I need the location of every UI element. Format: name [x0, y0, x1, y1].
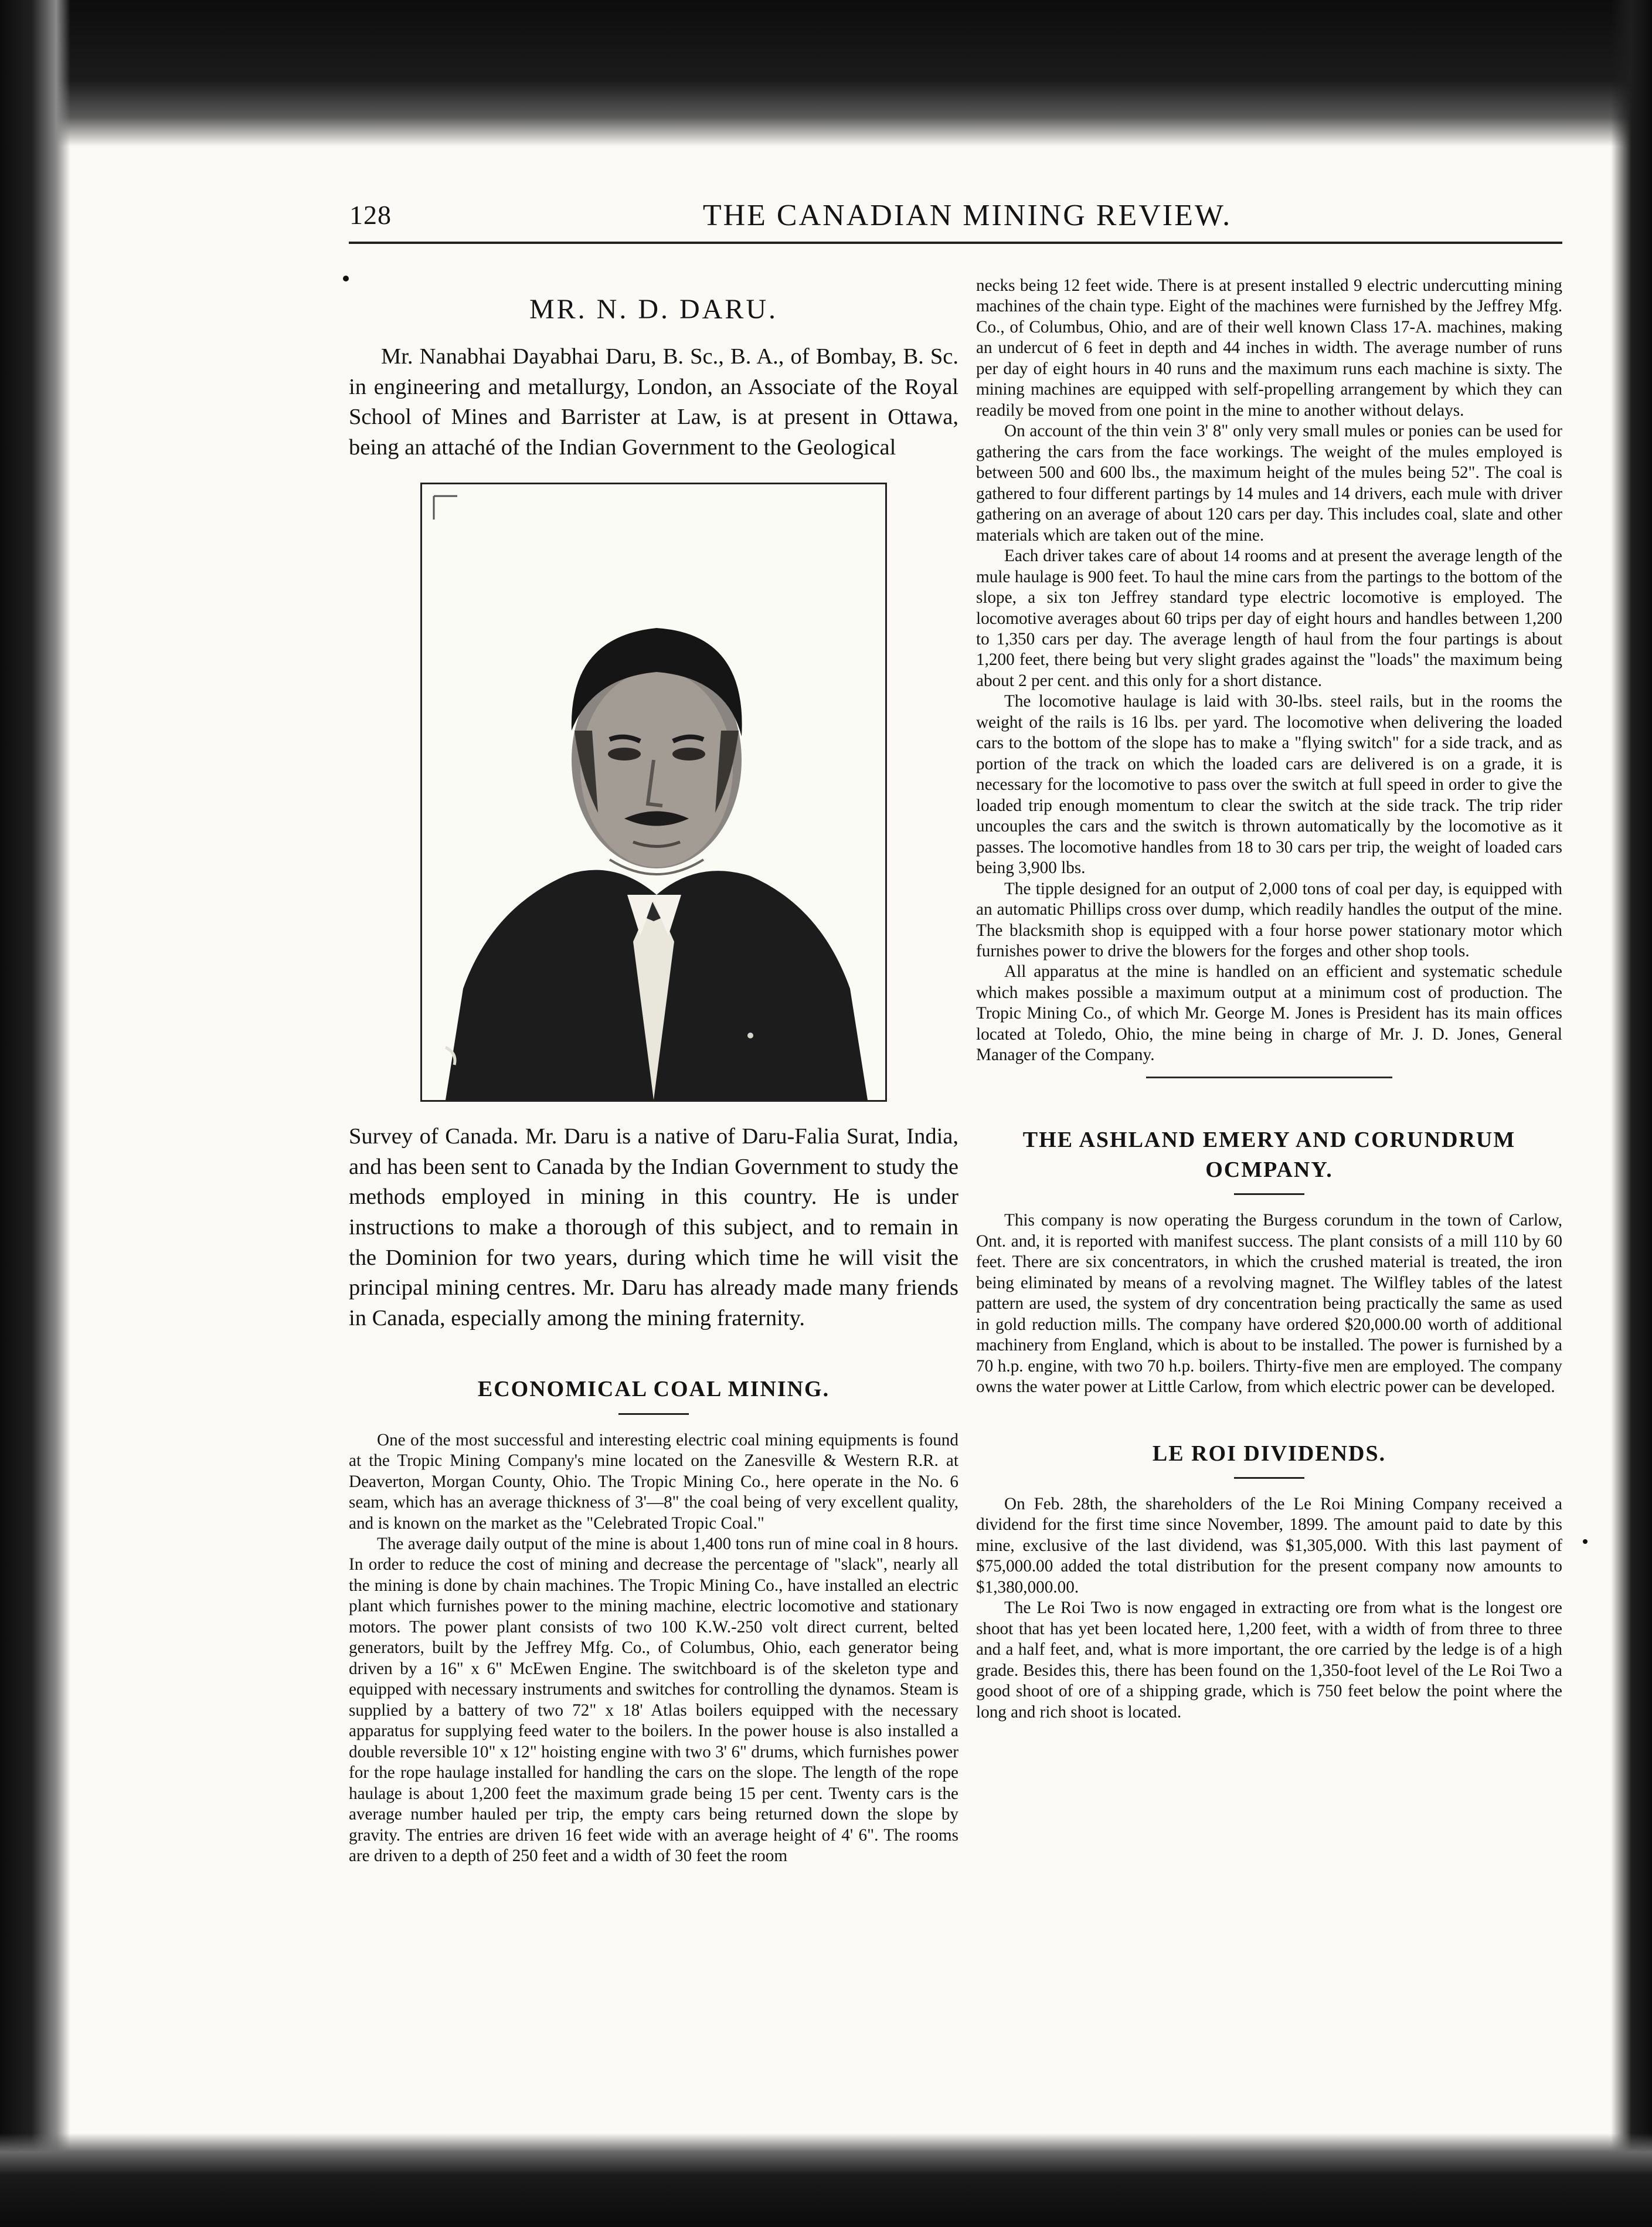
le-roi-paragraph: On Feb. 28th, the shareholders of the Le Roi Mining Company received a dividend for the first time since November, 1899. The amount paid to date by this mine, exclusive of the last dividend, was $1,305,000. With this last payment of $75,000.00 added the total distribution for the present company now amounts to $1,380,000.00.	[976, 1494, 1562, 1597]
ashland-title-line: OCMPANY.	[1205, 1157, 1333, 1183]
journal-title: THE CANADIAN MINING REVIEW.	[702, 199, 1232, 232]
scan-border-right	[1611, 0, 1652, 2227]
bio-paragraph: Mr. Nanabhai Dayabhai Daru, B. Sc., B. A., of Bombay, B. Sc. in engineering and metallurgy, London, an Associate of the Royal School of Mines and Barrister at Law, is at present in Ottawa, being an attaché of the Indian Government to the Geological	[349, 344, 958, 460]
bio-title: MR. N. D. DARU.	[529, 294, 779, 325]
right-column	[976, 276, 1562, 1723]
portrait-illustration	[422, 484, 885, 1100]
scan-border-top	[0, 0, 1652, 147]
le-roi-article	[976, 1439, 1562, 1723]
le-roi-title: LE ROI DIVIDENDS.	[1152, 1441, 1386, 1466]
section-divider	[1146, 1077, 1392, 1078]
page-number: 128	[349, 200, 392, 230]
coal-paragraph: On account of the thin vein 3' 8" only very small mules or ponies can be used for gathering the cars from the face workings. The weight of the mules employed is between 500 and 600 lbs., the maximum height of the mules being 52". The coal is gathered to four different partings by 14 mules and 14 drivers, each mule with driver gathering on an average of about 120 cars per day. This includes coal, slate and other materials which are taken out of the mine.	[976, 422, 1562, 545]
scan-border-left	[0, 0, 70, 2227]
portrait-photo	[420, 483, 887, 1102]
title-rule	[618, 1413, 689, 1415]
ink-speck	[1583, 1539, 1588, 1544]
ink-speck	[343, 276, 349, 281]
ashland-title-line: THE ASHLAND EMERY AND CORUNDRUM	[1022, 1127, 1516, 1152]
coal-paragraph: One of the most successful and interesting electric coal mining equipments is found at the Tropic Mining Company's mine located on the Zanesville & Western R.R. at Deaverton, Morgan County, Ohio. The Tropic Mining Co., here operate in the No. 6 seam, which has an average thickness of 3'—8" the coal being of very excellent quality, and is known on the market as the "Celebrated Tropic Coal."	[349, 1430, 958, 1533]
title-rule	[1234, 1477, 1304, 1479]
coal-mining-article	[349, 1374, 958, 1866]
coal-paragraph: The locomotive haulage is laid with 30-lbs. steel rails, but in the rooms the weight of the rails is 16 lbs. per yard. The locomotive when delivering the loaded cars to the bottom of the slope has to make a "flying switch" for a side track, and as portion of the track on which the loaded cars are delivered is on a grade, it is necessary for the locomotive to pass over the switch at full speed in order to give the loaded trip enough momentum to clear the switch at the side track. The trip rider uncouples the cars and the switch is thrown automatically by the locomotive as it passes. The locomotive handles from 18 to 30 cars per trip, the weight of loaded cars being 3,900 lbs.	[976, 692, 1562, 878]
scan-border-bottom	[0, 2133, 1652, 2227]
bio-paragraph: Survey of Canada. Mr. Daru is a native of Daru-Falia Surat, India, and has been sent to Canada by the Indian Government to study the methods employed in mining in this country. He is under instructions to make a thorough of this subject, and to remain in the Dominion for two years, during which time he will visit the principal mining centres. Mr. Daru has already made many friends in Canada, especially among the mining fraternity.	[349, 1124, 958, 1330]
coal-paragraph: The average daily output of the mine is about 1,400 tons run of mine coal in 8 hours. In order to reduce the cost of mining and decrease the percentage of "slack", nearly all the mining is done by chain machines. The Tropic Mining Co., have installed an electric plant which furnishes power to the mining machine, electric locomotive and stationary motors. The power plant consists of two 100 K.W.-250 volt direct current, belted generators, built by the Jeffrey Mfg. Co., of Columbus, Ohio, each generator being driven by a 16" x 6" McEwen Engine. The switchboard is of the skeleton type and equipped with necessary instruments and switches for controlling the dynamos. Steam is supplied by a battery of two 72" x 18' Atlas boilers equipped with the necessary apparatus for supplying feed water to the boilers. In the power house is also installed a double reversible 10" x 12" hoisting engine with two 3' 6" drums, which furnishes power for the rope haulage installed for handling the cars on the slope. The length of the rope haulage is about 1,200 feet the maximum grade being 15 per cent. Twenty cars is the average number hauled per trip, the empty cars being returned down the slope by gravity. The entries are driven 16 feet wide with an average height of 4' 6". The rooms are driven to a depth of 250 feet and a width of 30 feet the room	[349, 1535, 958, 1866]
coal-paragraph: All apparatus at the mine is handled on an efficient and systematic schedule which makes possible a maximum output at a minimum cost of production. The Tropic Mining Co., of which Mr. George M. Jones is President has its main offices located at Toledo, Ohio, the mine being in charge of Mr. J. D. Jones, General Manager of the Company.	[976, 962, 1562, 1065]
coal-mining-continued	[976, 276, 1562, 1078]
coal-paragraph: necks being 12 feet wide. There is at present installed 9 electric undercutting mining machines of the chain type. Eight of the machines were furnished by the Jeffrey Mfg. Co., of Columbus, Ohio, and are of their well known Class 17-A. machines, making an undercut of 6 feet in depth and 44 inches in width. The average number of runs per day of eight hours in 40 runs and the maximum runs each machine is sixty. The mining machines are equipped with self-propelling arrangement by which they can readily be moved from one point in the mine to another without delays.	[976, 276, 1562, 420]
le-roi-paragraph: The Le Roi Two is now engaged in extracting ore from what is the longest ore shoot that has yet been located here, 1,200 feet, with a width of from three to three and a half feet, and, what is more important, the ore carried by the ledge is of a high grade. Besides this, there has been found on the 1,350-foot level of the Le Roi Two a good shoot of ore of a shipping grade, which is 750 feet below the point where the long and rich shoot is located.	[976, 1598, 1562, 1722]
bio-article	[349, 293, 958, 1333]
coal-paragraph: The tipple designed for an output of 2,000 tons of coal per day, is equipped with an automatic Phillips cross over dump, which readily handles the output of the mine. The blacksmith shop is equipped with a four horse power stationary motor which furnishes power to drive the blowers for the forges and other shop tools.	[976, 879, 1562, 960]
left-column	[349, 276, 958, 1867]
title-rule	[1234, 1193, 1304, 1195]
coal-paragraph: Each driver takes care of about 14 rooms and at present the average length of the mule haulage is 900 feet. To haul the mine cars from the partings to the bottom of the slope, a six ton Jeffrey standard type electric locomotive is employed. The locomotive averages about 60 trips per day of eight hours and handles between 1,200 to 1,350 cars per day. The average length of haul from the four partings is about 1,200 feet, there being but very slight grades against the "loads" the maximum being about 2 per cent. and this only for a short distance.	[976, 546, 1562, 690]
ashland-article	[976, 1125, 1562, 1398]
ashland-paragraph: This company is now operating the Burgess corundum in the town of Carlow, Ont. and, it is reported with manifest success. The plant consists of a mill 110 by 60 feet. There are six concentrators, in which the crushed material is treated, the iron being eliminated by means of a revolving magnet. The Wilfley tables of the latest pattern are used, the system of dry concentration being practically the same as used in gold reduction mills. The company have ordered $20,000.00 worth of additional machinery from England, which is about to be installed. The power is furnished by a 70 h.p. engine, with two 70 h.p. boilers. Thirty-five men are employed. The company owns the water power at Little Carlow, from which electric power can be developed.	[976, 1211, 1562, 1397]
coal-mining-title: ECONOMICAL COAL MINING.	[477, 1377, 830, 1402]
header-rule	[349, 242, 1562, 244]
ashland-title	[976, 1125, 1562, 1186]
